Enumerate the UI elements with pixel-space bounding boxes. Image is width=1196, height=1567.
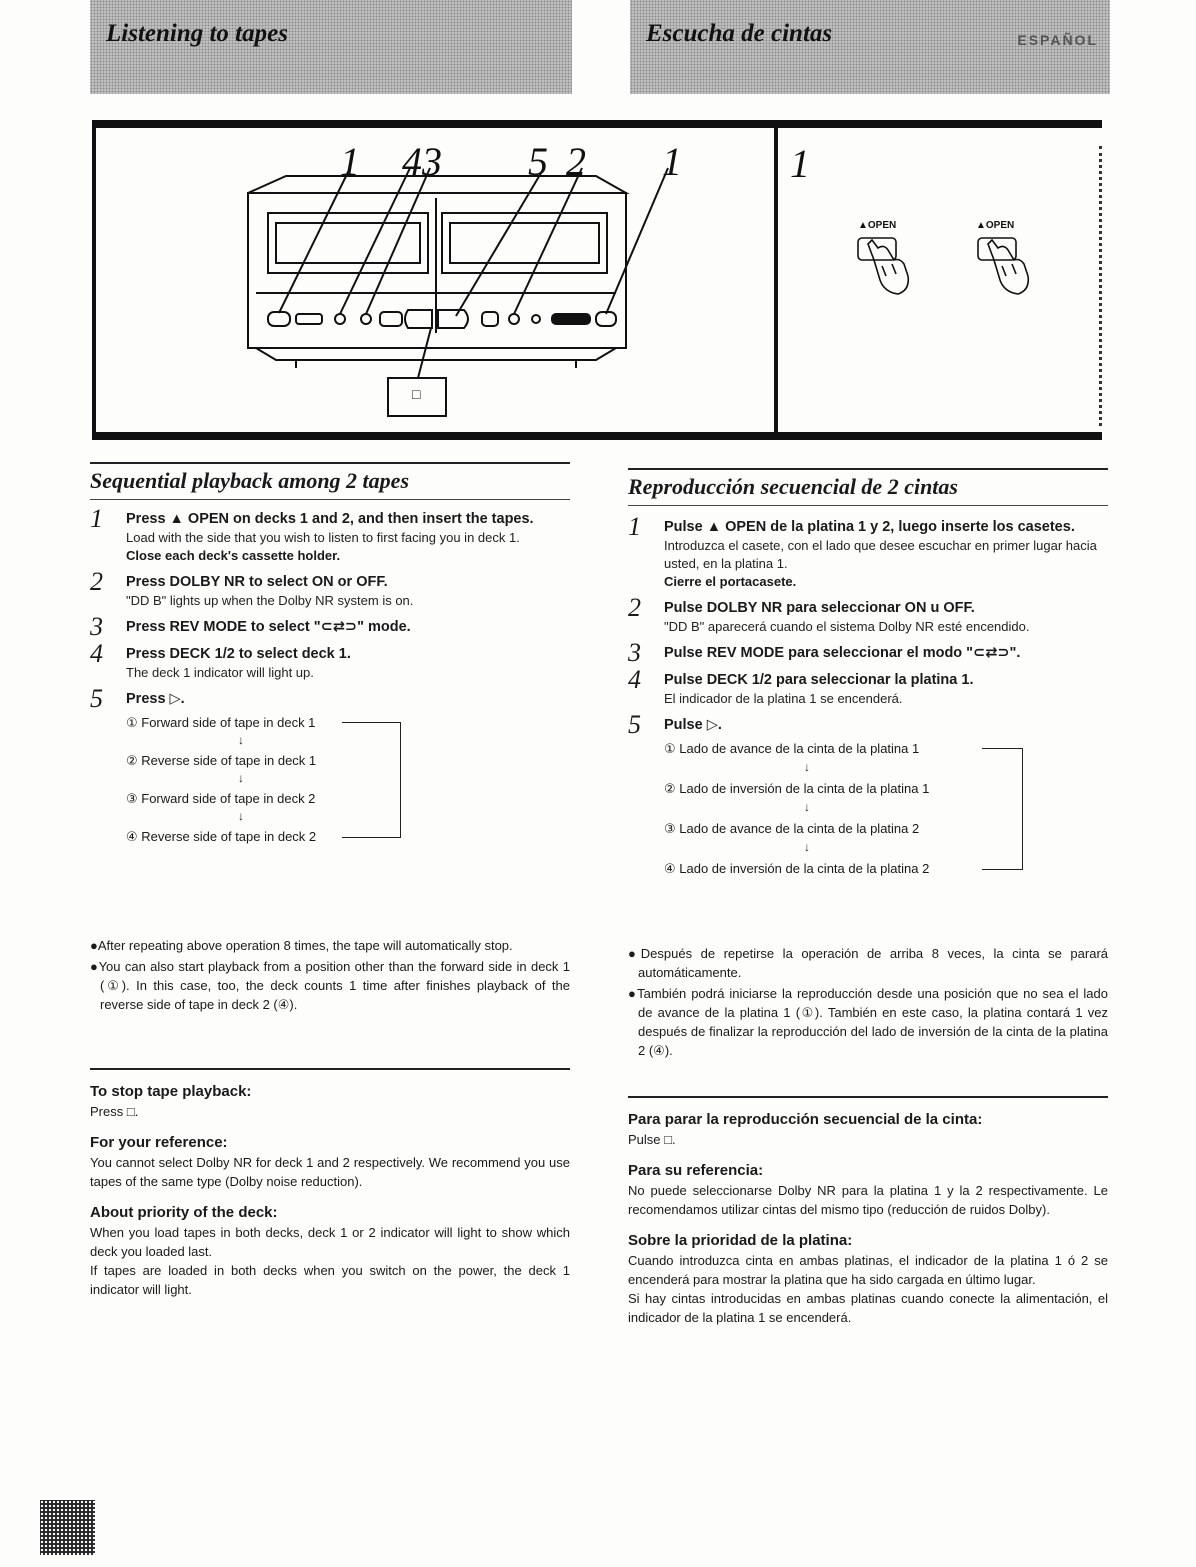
loop-bracket <box>982 748 1023 870</box>
down-arrow-icon: ↓ <box>238 809 244 823</box>
note-item: ●Después de repetirse la operación de arriba 8 veces, la cinta se parará automáticamente. <box>628 946 1108 980</box>
priority-heading: Sobre la prioridad de la platina: <box>628 1232 853 1249</box>
step-number: 4 <box>628 665 641 694</box>
down-arrow-icon: ↓ <box>238 771 244 785</box>
sequence-item: ④ Lado de inversión de la cinta de la platina 2 <box>664 861 930 876</box>
step-title: Press REV MODE to select "⊂⇄⊃" mode. <box>126 619 411 635</box>
step-3 <box>628 638 1110 667</box>
stop-heading: To stop tape playback: <box>90 1083 252 1100</box>
stop-button-symbol: □ <box>412 386 421 402</box>
corner-scan-mark <box>40 1500 95 1555</box>
step-title: Press DECK 1/2 to select deck 1. <box>126 646 351 662</box>
playback-sequence <box>126 715 572 865</box>
priority-text: When you load tapes in both decks, deck 1 or 2 indicator will light to show which deck you loaded last. <box>90 1225 570 1259</box>
callout-3: 3 <box>422 139 442 184</box>
step-title: Press DOLBY NR to select ON or OFF. <box>126 574 388 590</box>
steps-spanish <box>628 512 1110 905</box>
step-body: "DD B" aparecerá cuando el sistema Dolby NR esté encendido. <box>664 619 1030 634</box>
header-banner-right <box>630 0 1110 94</box>
step-title: Press ▷. <box>126 691 185 707</box>
open-label-deck1: ▲OPEN <box>858 220 897 231</box>
step-4 <box>90 639 572 682</box>
step-title: Pulse ▷. <box>664 717 722 733</box>
step-2 <box>628 593 1110 636</box>
reference-text: You cannot select Dolby NR for deck 1 and 2 respectively. We recommend you use tapes of the same type (Dolby noise reduction). <box>90 1155 570 1189</box>
step-body: The deck 1 indicator will light up. <box>126 665 314 680</box>
notes-spanish <box>628 944 1108 1062</box>
step-number: 5 <box>628 710 641 739</box>
section-title-english: Sequential playback among 2 tapes <box>90 462 570 500</box>
steps-english <box>90 504 572 873</box>
illustration-box <box>92 120 1102 440</box>
down-arrow-icon: ↓ <box>804 840 810 854</box>
step-1 <box>628 512 1110 591</box>
step-title: Pulse DECK 1/2 para seleccionar la platina 1. <box>664 672 974 688</box>
callout-2: 2 <box>566 139 586 184</box>
callout-4: 4 <box>402 139 422 184</box>
cassette-deck-illustration <box>96 128 774 418</box>
note-item: ●You can also start playback from a position other than the forward side in deck 1 (①). In this case, too, the deck counts 1 time after finishes playback of the reverse side of tape in deck 2 (④). <box>90 959 570 1012</box>
step-number: 1 <box>90 504 103 533</box>
step-number: 3 <box>628 638 641 667</box>
step-bold-note: Close each deck's cassette holder. <box>126 548 341 563</box>
callout-1-left: 1 <box>340 139 360 184</box>
step-body: El indicador de la platina 1 se encenderá. <box>664 691 903 706</box>
sequence-item: ② Lado de inversión de la cinta de la platina 1 <box>664 781 930 796</box>
panel-step-number: 1 <box>790 141 810 186</box>
down-arrow-icon: ↓ <box>804 800 810 814</box>
note-item: ●También podrá iniciarse la reproducción desde una posición que no sea el lado de avance de la platina 1 (①). También en este caso, la platina contará 1 vez después de finalizar la reproducción del lado de inversión de la cinta de la platina 2 (④). <box>628 986 1108 1058</box>
sequence-item: ① Forward side of tape in deck 1 <box>126 715 316 730</box>
stop-text: Pulse □. <box>628 1132 676 1147</box>
open-label-deck2: ▲OPEN <box>976 220 1015 231</box>
step-number: 4 <box>90 639 103 668</box>
step-1 <box>90 504 572 565</box>
step-number: 2 <box>90 567 103 596</box>
sequence-item: ③ Lado de avance de la cinta de la platina 2 <box>664 821 920 836</box>
header-banner-left <box>90 0 572 94</box>
sequence-item: ① Lado de avance de la cinta de la platina 1 <box>664 741 920 756</box>
step-body: Introduzca el casete, con el lado que desee escuchar en primer lugar hacia usted, en la platina 1. <box>664 538 1097 571</box>
priority-text: Cuando introduzca cinta en ambas platinas, el indicador de la platina 1 ó 2 se encenderá para mostrar la platina que ha sido cargada en último lugar. <box>628 1253 1108 1287</box>
page-title-english: Listening to tapes <box>106 20 288 47</box>
step-title: Pulse REV MODE para seleccionar el modo "⊂⇄⊃". <box>664 645 1021 661</box>
figure-divider <box>774 128 778 432</box>
info-english <box>90 1082 570 1311</box>
stop-heading: Para parar la reproducción secuencial de la cinta: <box>628 1111 983 1128</box>
step-number: 3 <box>90 612 103 641</box>
step-bold-note: Cierre el portacasete. <box>664 574 797 589</box>
figure-dotted-edge <box>1099 146 1102 426</box>
step-number: 1 <box>628 512 641 541</box>
step-title: Press ▲ OPEN on decks 1 and 2, and then insert the tapes. <box>126 511 534 527</box>
notes-english <box>90 936 570 1016</box>
down-arrow-icon: ↓ <box>804 760 810 774</box>
step-4 <box>628 665 1110 708</box>
reference-heading: For your reference: <box>90 1134 228 1151</box>
language-tag: ESPAÑOL <box>1017 32 1098 48</box>
section-title-spanish: Reproducción secuencial de 2 cintas <box>628 468 1108 506</box>
callout-5: 5 <box>528 139 548 184</box>
divider-spanish <box>628 1096 1108 1098</box>
down-arrow-icon: ↓ <box>238 733 244 747</box>
step-title: Pulse ▲ OPEN de la platina 1 y 2, luego inserte los casetes. <box>664 519 1075 535</box>
sequence-item: ③ Forward side of tape in deck 2 <box>126 791 316 806</box>
step-title: Pulse DOLBY NR para seleccionar ON u OFF. <box>664 600 975 616</box>
step-5 <box>628 710 1110 897</box>
step-2 <box>90 567 572 610</box>
page-title-spanish: Escucha de cintas <box>646 20 833 47</box>
playback-sequence <box>664 741 1110 897</box>
divider-english <box>90 1068 570 1070</box>
step-3 <box>90 612 572 641</box>
step-body: Load with the side that you wish to listen to first facing you in deck 1. <box>126 530 520 545</box>
step-5 <box>90 684 572 865</box>
sequence-item: ④ Reverse side of tape in deck 2 <box>126 829 317 844</box>
stop-text: Press □. <box>90 1104 139 1119</box>
hand-press-open-illustration <box>852 236 1102 316</box>
priority-text: Si hay cintas introducidas en ambas platinas cuando conecte la alimentación, el indicador de la platina 1 se encenderá. <box>628 1291 1108 1325</box>
step-number: 2 <box>628 593 641 622</box>
reference-text: No puede seleccionarse Dolby NR para la platina 1 y la 2 respectivamente. Le recomendamos utilizar cintas del mismo tipo (reducción de ruidos Dolby). <box>628 1183 1108 1217</box>
reference-heading: Para su referencia: <box>628 1162 764 1179</box>
loop-bracket <box>342 722 401 838</box>
priority-text: If tapes are loaded in both decks when you switch on the power, the deck 1 indicator will light. <box>90 1263 570 1297</box>
info-spanish <box>628 1110 1108 1339</box>
step-body: "DD B" lights up when the Dolby NR system is on. <box>126 593 414 608</box>
step-number: 5 <box>90 684 103 713</box>
sequence-item: ② Reverse side of tape in deck 1 <box>126 753 317 768</box>
note-item: ●After repeating above operation 8 times, the tape will automatically stop. <box>90 938 513 953</box>
priority-heading: About priority of the deck: <box>90 1204 278 1221</box>
callout-1-right: 1 <box>662 139 682 184</box>
